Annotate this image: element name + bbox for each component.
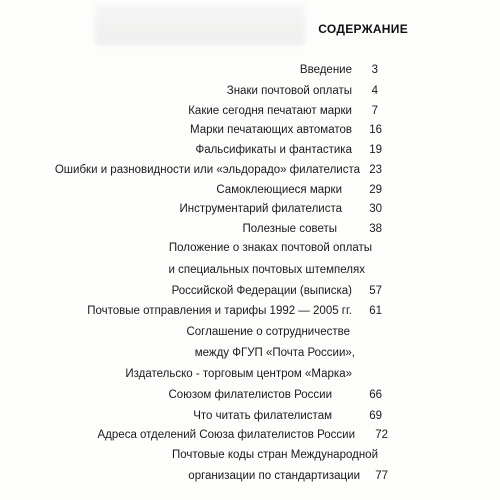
- toc-heading: СОДЕРЖАНИЕ: [318, 22, 408, 36]
- toc-entry: [0, 326, 500, 342]
- toc-entry-title: Какие сегодня печатают марки: [188, 105, 352, 117]
- toc-entry: [0, 470, 500, 486]
- toc-entry: [0, 368, 500, 384]
- toc-entry-page: 66: [369, 389, 382, 401]
- toc-entry-title: Российской Федерации (выписка): [171, 285, 352, 297]
- toc-entry-page: 30: [369, 203, 382, 215]
- toc-entry-title: организации по стандартизации: [188, 470, 360, 482]
- toc-entry-title: Полезные советы: [242, 223, 337, 235]
- toc-entry-title: Адреса отделений Союза филателистов России: [97, 429, 355, 441]
- toc-entry: [0, 285, 500, 301]
- toc-entry-page: 57: [369, 285, 382, 297]
- toc-entry-title: Что читать филателистам: [193, 410, 332, 422]
- toc-entry-page: 16: [369, 124, 382, 136]
- toc-entry-title: Почтовые коды стран Международной: [171, 449, 378, 461]
- toc-entry: [0, 124, 500, 140]
- toc-entry-title: Самоклеющиеся марки: [216, 184, 342, 196]
- toc-entry-title: Соглашение о сотрудничестве: [186, 326, 350, 338]
- toc-entry-title: Марки печатающих автоматов: [190, 124, 352, 136]
- toc-entry-page: 38: [369, 223, 382, 235]
- toc-entry: [0, 429, 500, 445]
- toc-entry-page: 3: [371, 64, 378, 76]
- toc-entry-page: 7: [371, 105, 378, 117]
- toc-entry: [0, 389, 500, 405]
- toc-entry: [0, 184, 500, 200]
- toc-entry: [0, 242, 500, 258]
- toc-entry: [0, 223, 500, 239]
- toc-entry-title: Положение о знаках почтовой оплаты: [168, 242, 372, 254]
- toc-entry-page: 69: [369, 410, 382, 422]
- toc-entry-page: 72: [375, 429, 388, 441]
- toc-entry: [0, 105, 500, 121]
- toc-entry: [0, 64, 500, 80]
- toc-entry-page: 61: [369, 305, 382, 317]
- toc-entry-page: 19: [369, 144, 382, 156]
- toc-entry-title: Почтовые отправления и тарифы 1992 — 2005 гг.: [87, 305, 352, 317]
- toc-entry-title: Знаки почтовой оплаты: [226, 85, 352, 97]
- toc-entry: [0, 410, 500, 426]
- toc-entry-title: Издательско - торговым центром «Марка»: [125, 368, 352, 380]
- toc-entry: [0, 164, 500, 180]
- toc-entry: [0, 203, 500, 219]
- toc-entry-title: Введение: [299, 64, 352, 76]
- toc-entry-page: 77: [375, 470, 388, 482]
- toc-entry-title: Союзом филателистов России: [168, 389, 332, 401]
- toc-entry: [0, 305, 500, 321]
- toc-entry: [0, 144, 500, 160]
- toc-entry: [0, 449, 500, 465]
- toc-entry: [0, 264, 500, 280]
- toc-entry-title: между ФГУП «Почта России»,: [194, 347, 355, 359]
- toc-entry: [0, 347, 500, 363]
- toc-entry-page: 23: [369, 164, 382, 176]
- toc-entry-title: Инструментарий филателиста: [179, 203, 342, 215]
- toc-entry-title: и специальных почтовых штемпелях: [168, 264, 365, 276]
- toc-entry: [0, 85, 500, 101]
- toc-entry-title: Фальсификаты и фантастика: [195, 144, 352, 156]
- toc-entry-title: Ошибки и разновидности или «эльдорадо» филателиста: [54, 164, 360, 176]
- toc-entry-page: 29: [369, 184, 382, 196]
- toc-entry-page: 4: [371, 85, 378, 97]
